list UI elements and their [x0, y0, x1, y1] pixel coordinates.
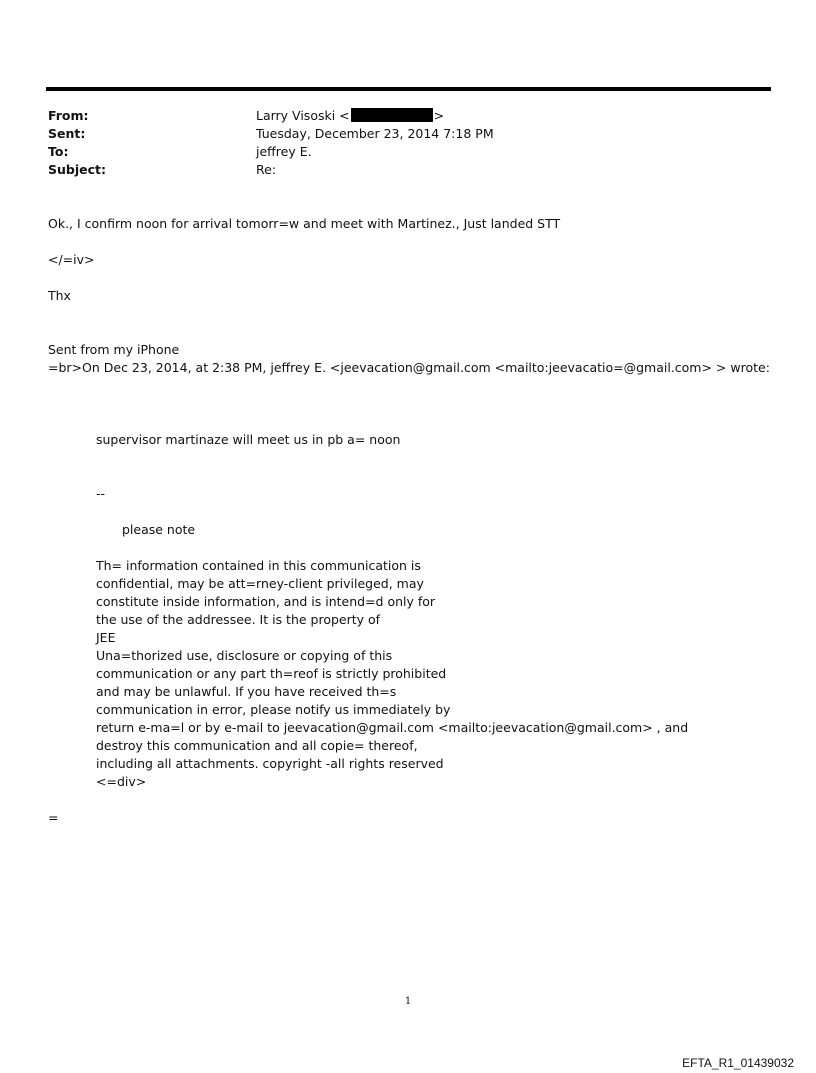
sent-value: Tuesday, December 23, 2014 7:18 PM	[256, 126, 494, 141]
disclaimer-line: the use of the addressee. It is the property of	[96, 612, 381, 627]
quoted-please-note: please note	[122, 522, 196, 537]
body-line-thx: Thx	[48, 288, 71, 303]
body-line-div: </=iv>	[48, 252, 95, 267]
from-value	[256, 108, 444, 124]
disclaimer-line: and may be unlawful. If you have received th=s	[96, 684, 397, 699]
disclaimer-line: constitute inside information, and is intend=d only for	[96, 594, 436, 609]
disclaimer-line: Una=thorized use, disclosure or copying of this	[96, 648, 393, 663]
body-line-quote-header: =br>On Dec 23, 2014, at 2:38 PM, jeffrey E. <jeevacation@gmail.com <mailto:jeevacatio=@gmail.com> > wrote:	[48, 360, 770, 375]
disclaimer-line: communication in error, please notify us immediately by	[96, 702, 451, 717]
to-value: jeffrey E.	[256, 144, 312, 159]
disclaimer-line: destroy this communication and all copie= thereof,	[96, 738, 418, 753]
to-label: To:	[48, 144, 69, 159]
subject-value: Re:	[256, 162, 277, 177]
body-line-signature: Sent from my iPhone	[48, 342, 180, 357]
sent-label: Sent:	[48, 126, 86, 141]
disclaimer-line: return e-ma=l or by e-mail to jeevacation@gmail.com <mailto:jeevacation@gmail.com> , and	[96, 720, 689, 735]
from-close: >	[433, 108, 445, 123]
disclaimer-line: Th= information contained in this communication is	[96, 558, 421, 573]
quoted-message: supervisor martinaze will meet us in pb a= noon	[96, 432, 401, 447]
disclaimer-line: confidential, may be att=rney-client privileged, may	[96, 576, 424, 591]
from-label: From:	[48, 108, 89, 123]
page-number: 1	[404, 996, 412, 1007]
header-divider	[46, 87, 771, 91]
disclaimer-line: communication or any part th=reof is strictly prohibited	[96, 666, 447, 681]
redaction-bar	[351, 108, 433, 122]
bates-number: EFTA_R1_01439032	[682, 1056, 794, 1070]
disclaimer-line: <=div>	[96, 774, 147, 789]
quoted-sig-separator: --	[96, 486, 106, 501]
subject-label: Subject:	[48, 162, 106, 177]
disclaimer-line: JEE	[96, 630, 116, 645]
body-line-confirm: Ok., I confirm noon for arrival tomorr=w and meet with Martinez., Just landed STT	[48, 216, 561, 231]
from-name: Larry Visoski <	[256, 108, 350, 123]
trailer-equals: =	[48, 810, 59, 825]
disclaimer-line: including all attachments. copyright -all rights reserved	[96, 756, 444, 771]
